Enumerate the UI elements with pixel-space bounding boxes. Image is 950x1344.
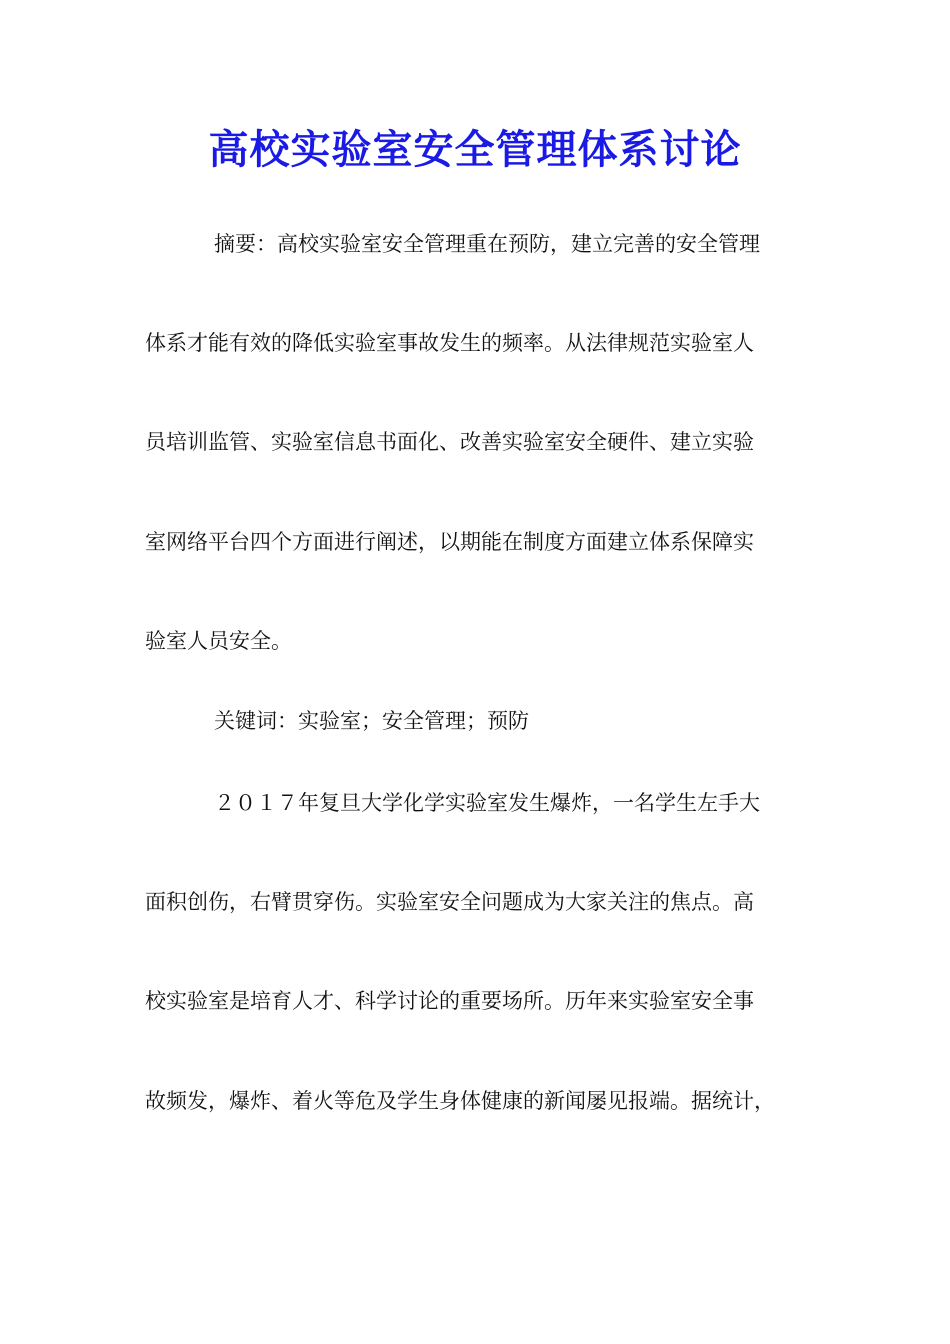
abstract-line-4: 室网络平台四个方面进行阐述，以期能在制度方面建立体系保障实 [145,530,754,554]
keywords-line: 关键词：实验室；安全管理；预防 [214,709,529,733]
abstract-line-1: 摘要：高校实验室安全管理重在预防，建立完善的安全管理 [214,232,760,256]
body-line-3: 校实验室是培育人才、科学讨论的重要场所。历年来实验室安全事 [145,989,754,1013]
body-line-4: 故频发，爆炸、着火等危及学生身体健康的新闻屡见报端。据统计， [145,1089,775,1113]
abstract-line-2: 体系才能有效的降低实验室事故发生的频率。从法律规范实验室人 [145,331,754,355]
abstract-line-3: 员培训监管、实验室信息书面化、改善实验室安全硬件、建立实验 [145,430,754,454]
abstract-line-5: 验室人员安全。 [145,629,292,653]
body-line-1: ２０１７年复旦大学化学实验室发生爆炸，一名学生左手大 [214,791,760,815]
body-line-2: 面积创伤，右臂贯穿伤。实验室安全问题成为大家关注的焦点。高 [145,890,754,914]
document-title: 高校实验室安全管理体系讨论 [208,126,742,173]
